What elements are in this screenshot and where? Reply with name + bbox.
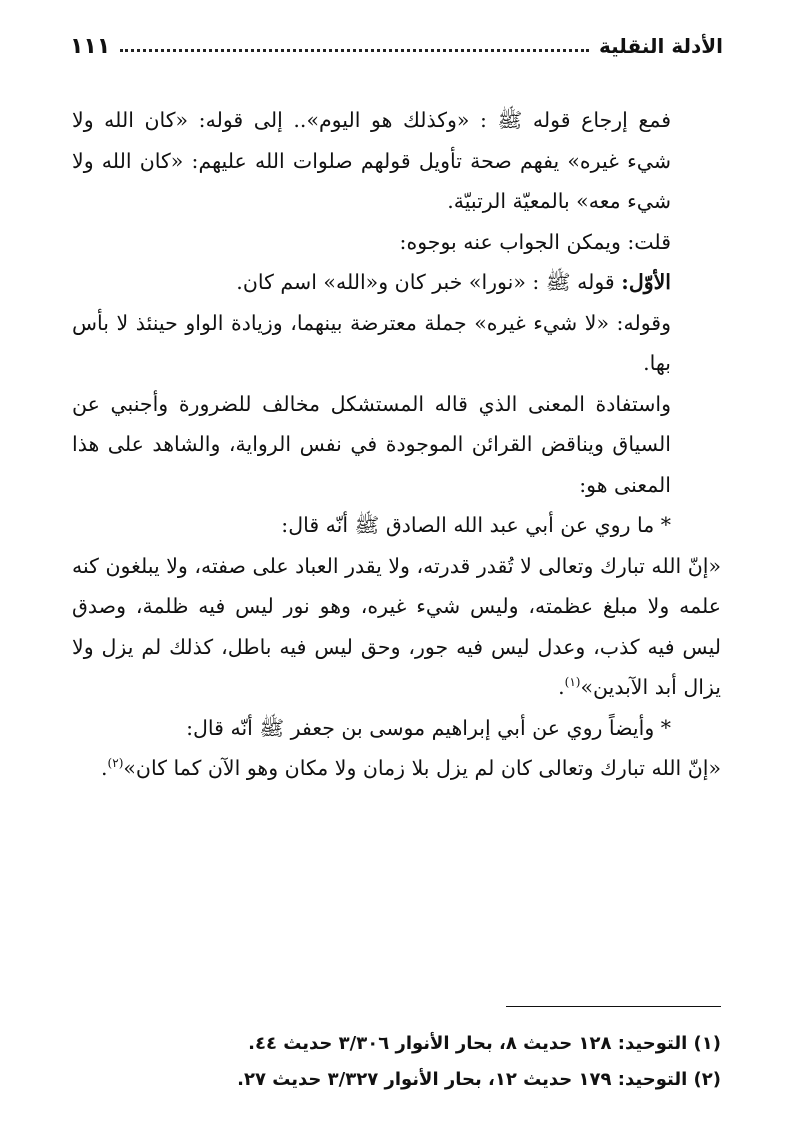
paragraph-3: الأوّل: قوله ﷺ : «نورا» خبر كان و«الله» اسم كان.: [236, 270, 671, 294]
page-header: [70, 28, 723, 64]
footnote-ref-1: (١): [564, 675, 581, 690]
footnote-separator: [506, 1006, 721, 1007]
first-point-label: الأوّل:: [621, 270, 671, 294]
narration-2-quote: «إنّ الله تبارك وتعالى كان لم يزل بلا زمان ولا مكان وهو الآن كما كان»$^{(٢)}$.: [101, 756, 721, 780]
body-text: [72, 100, 721, 789]
header-dot-leader: [120, 49, 589, 52]
footnotes: [72, 1026, 721, 1098]
paragraph-2: قلت: ويمكن الجواب عنه بوجوه:: [399, 229, 671, 254]
paragraph-5: واستفادة المعنى الذي قاله المستشكل مخالف للضرورة وأجنبي عن السياق ويناقض القرائن الموجودة في نفس الرواية، والشاهد على هذا المعنى هو:: [72, 391, 671, 497]
narration-2-intro: * وأيضاً روي عن أبي إبراهيم موسى بن جعفر ﷺ أنّه قال:: [186, 715, 671, 740]
footnote-ref-2: (٢): [107, 756, 124, 771]
footnote-1: (١) التوحيد: ١٢٨ حديث ٨، بحار الأنوار ٣/٣٠٦ حديث ٤٤.: [248, 1033, 721, 1054]
paragraph-4: وقوله: «لا شيء غيره» جملة معترضة بينهما، وزيادة الواو حينئذ لا بأس بها.: [72, 310, 671, 375]
paragraph-1: فمع إرجاع قوله ﷺ : «وكذلك هو اليوم».. إلى قوله: «كان الله ولا شيء غيره» يفهم صحة تأويل قولهم صلوات الله عليهم: «كان الله ولا شيء معه» بالمعيّة الرتبيّة.: [72, 108, 671, 213]
footnote-2: (٢) التوحيد: ١٧٩ حديث ١٢، بحار الأنوار ٣/٣٢٧ حديث ٢٧.: [237, 1069, 721, 1090]
running-title: الأدلة النقلية: [599, 34, 723, 58]
page-number: ١١١: [70, 33, 111, 59]
narration-1-intro: * ما روي عن أبي عبد الله الصادق ﷺ أنّه قال:: [281, 513, 671, 537]
narration-1-quote: «إنّ الله تبارك وتعالى لا تُقدر قدرته، ولا يقدر العباد على صفته، ولا يبلغون كنه علمه ولا مبلغ عظمته، وليس شيء غيره، وهو نور ليس فيه ظلمة، وصدق ليس فيه كذب، وعدل ليس فيه جور، وحق ليس فيه باطل، كذلك لم يزل ولا يزال أبد الآبدين»$^{(١)}$.: [72, 553, 721, 699]
